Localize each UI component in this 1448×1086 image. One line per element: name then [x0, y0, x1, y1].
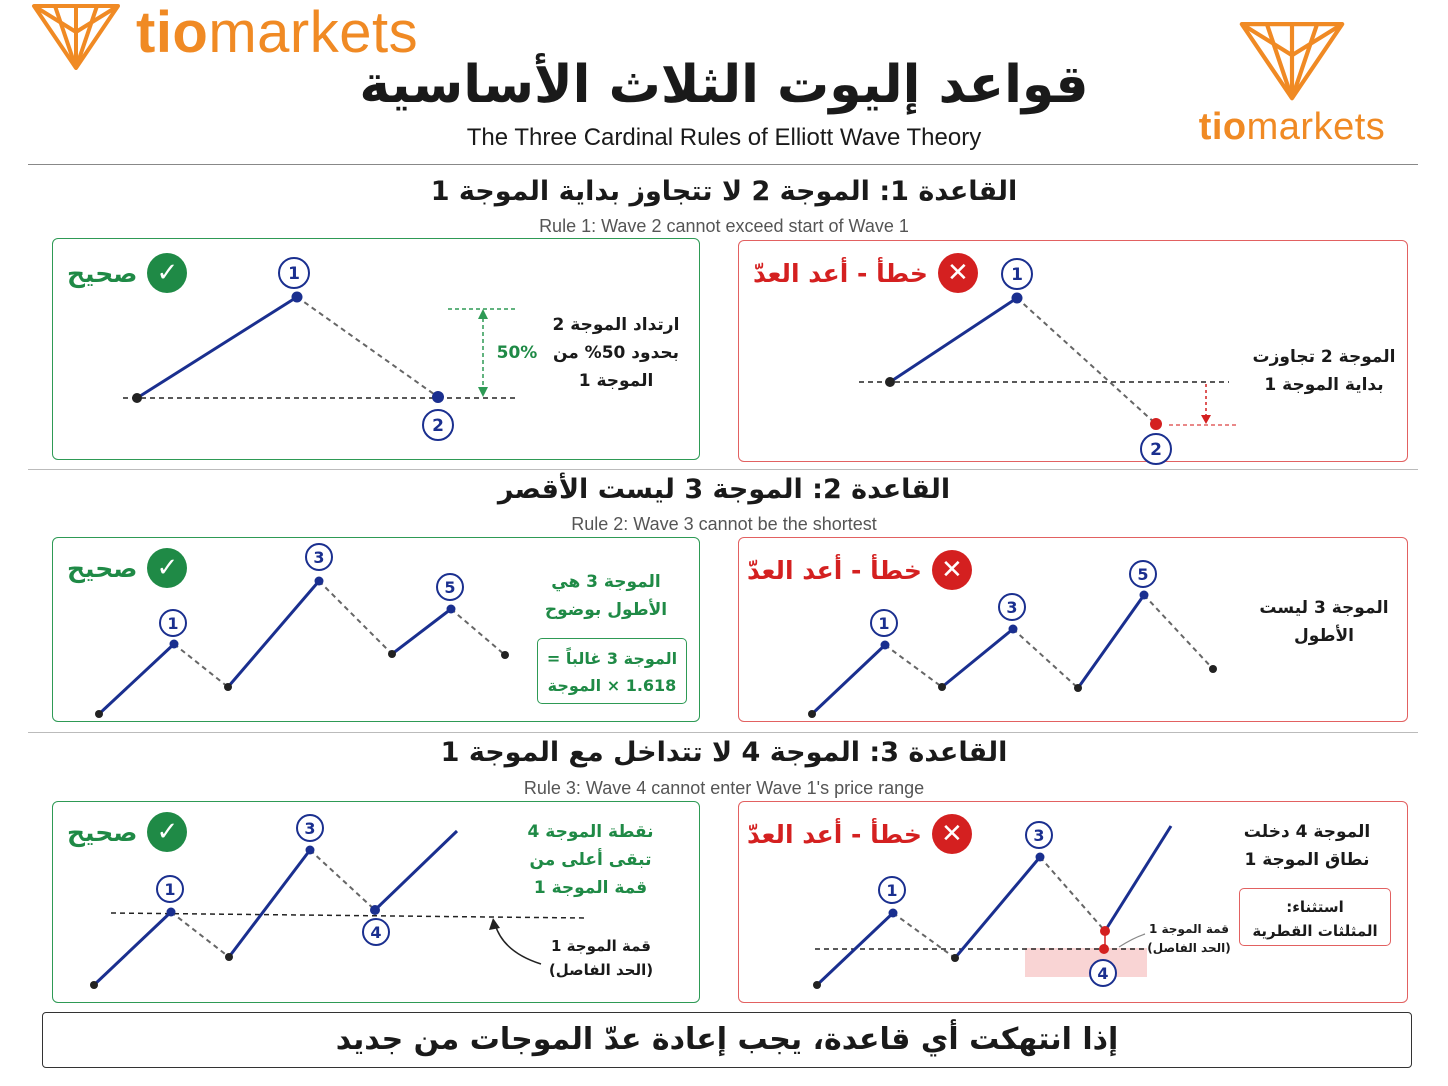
- rule-3-exception-box: [1239, 888, 1391, 946]
- rule-3-title-ar: القاعدة 3: الموجة 4 لا تتداخل مع الموجة 1: [440, 737, 1008, 768]
- rule-3-correct-panel: [52, 801, 700, 1003]
- note-line: الأطول: [1294, 626, 1354, 646]
- rule-2-fib-box: [537, 638, 687, 704]
- wrong-label: خطأ - أعد العدّ: [747, 555, 922, 585]
- box-line: الموجة 3 غالباً =: [546, 649, 678, 668]
- note-line: قمة الموجة 1: [533, 878, 648, 898]
- note-line: الأطول بوضوح: [544, 600, 668, 620]
- wave-label: 5: [444, 578, 456, 597]
- wave-label: 1: [164, 880, 176, 899]
- rule-2-correct-note: [531, 568, 681, 624]
- box-line: استثناء:: [1286, 898, 1344, 916]
- wave-label: 3: [1033, 826, 1045, 845]
- rule-2-wrong-note: [1244, 594, 1404, 650]
- rule-3-wrong-note: [1227, 818, 1387, 874]
- rule-3-boundary-note: [531, 934, 671, 982]
- divider: [28, 164, 1418, 165]
- note-line: (الحد الفاصل): [548, 961, 654, 979]
- check-icon: ✓: [147, 812, 187, 852]
- wave-label: 3: [304, 819, 316, 838]
- note-line: ارتداد الموجة 2: [552, 315, 680, 335]
- correct-label: صحيح: [67, 258, 138, 288]
- rule-1-wrong-panel: [738, 240, 1408, 462]
- divider: [28, 732, 1418, 733]
- wrong-label: خطأ - أعد العدّ: [747, 819, 922, 849]
- rule-2-correct-panel: [52, 537, 700, 722]
- box-line: 1.618 × الموجة: [547, 676, 677, 695]
- retrace-percent-label: 50%: [496, 343, 538, 363]
- note-line: نطاق الموجة 1: [1244, 850, 1370, 870]
- box-line: المثلثات القطرية: [1252, 922, 1378, 940]
- wave-label: 4: [1097, 964, 1109, 983]
- correct-label: صحيح: [67, 553, 138, 583]
- wave-label: 1: [1011, 265, 1023, 285]
- note-line: قمة الموجة 1: [1148, 922, 1229, 936]
- note-line: الموجة 2 تجاوزت: [1252, 347, 1396, 367]
- close-icon: ✕: [932, 550, 972, 590]
- divider: [28, 469, 1418, 470]
- check-icon: ✓: [147, 548, 187, 588]
- rule-3-correct-note: [513, 818, 668, 902]
- note-line: الموجة 4 دخلت: [1243, 822, 1371, 842]
- note-line: الموجة 3 ليست: [1259, 598, 1389, 618]
- rule-3-boundary-small-note: [1141, 920, 1237, 958]
- brand-wordmark: tiomarkets: [136, 0, 419, 65]
- note-line: تبقى أعلى من: [529, 850, 652, 870]
- brand-wordmark: tiomarkets: [1198, 106, 1386, 148]
- note-line: بحدود 50% من: [552, 343, 680, 363]
- page-title-en: The Three Cardinal Rules of Elliott Wave Theory: [466, 124, 982, 151]
- note-line: قمة الموجة 1: [551, 937, 651, 955]
- rule-1-wrong-note: [1244, 343, 1404, 399]
- wave-label: 3: [1006, 598, 1018, 617]
- rule-3-title-en: Rule 3: Wave 4 cannot enter Wave 1's price range: [523, 778, 925, 798]
- rule-1-correct-panel: [52, 238, 700, 460]
- rule-1-title-ar: القاعدة 1: الموجة 2 لا تتجاوز بداية الموجة 1: [430, 176, 1018, 207]
- rule-2-title-ar: القاعدة 2: الموجة 3 ليست الأقصر: [497, 474, 951, 505]
- footer-warning: إذا انتهكت أي قاعدة، يجب إعادة عدّ الموجات من جديد: [42, 1012, 1412, 1068]
- wave-label: 1: [886, 881, 898, 900]
- note-line: (الحد الفاصل): [1147, 941, 1231, 955]
- correct-label: صحيح: [67, 817, 138, 847]
- wave-label: 5: [1137, 565, 1149, 584]
- wave-label: 2: [432, 416, 444, 436]
- rule-3-wrong-panel: [738, 801, 1408, 1003]
- wave-label: 1: [288, 264, 300, 284]
- note-line: نقطة الموجة 4: [527, 822, 654, 842]
- page-title-ar: قواعد إليوت الثلاث الأساسية: [359, 55, 1089, 115]
- note-line: الموجة 3 هي: [551, 572, 661, 592]
- rule-2-wrong-panel: [738, 537, 1408, 722]
- check-icon: ✓: [147, 253, 187, 293]
- note-line: الموجة 1: [578, 371, 654, 391]
- rule-1-title-en: Rule 1: Wave 2 cannot exceed start of Wave 1: [539, 216, 909, 236]
- wrong-label: خطأ - أعد العدّ: [753, 258, 928, 288]
- wave-label: 1: [878, 614, 890, 633]
- wave-label: 4: [370, 923, 382, 942]
- wave-label: 1: [167, 614, 179, 633]
- wave-label: 2: [1150, 440, 1162, 460]
- close-icon: ✕: [932, 814, 972, 854]
- note-line: بداية الموجة 1: [1264, 375, 1384, 395]
- rule-1-correct-note: [541, 311, 691, 395]
- wave-label: 3: [313, 548, 325, 567]
- rule-2-title-en: Rule 2: Wave 3 cannot be the shortest: [571, 514, 877, 534]
- close-icon: ✕: [938, 253, 978, 293]
